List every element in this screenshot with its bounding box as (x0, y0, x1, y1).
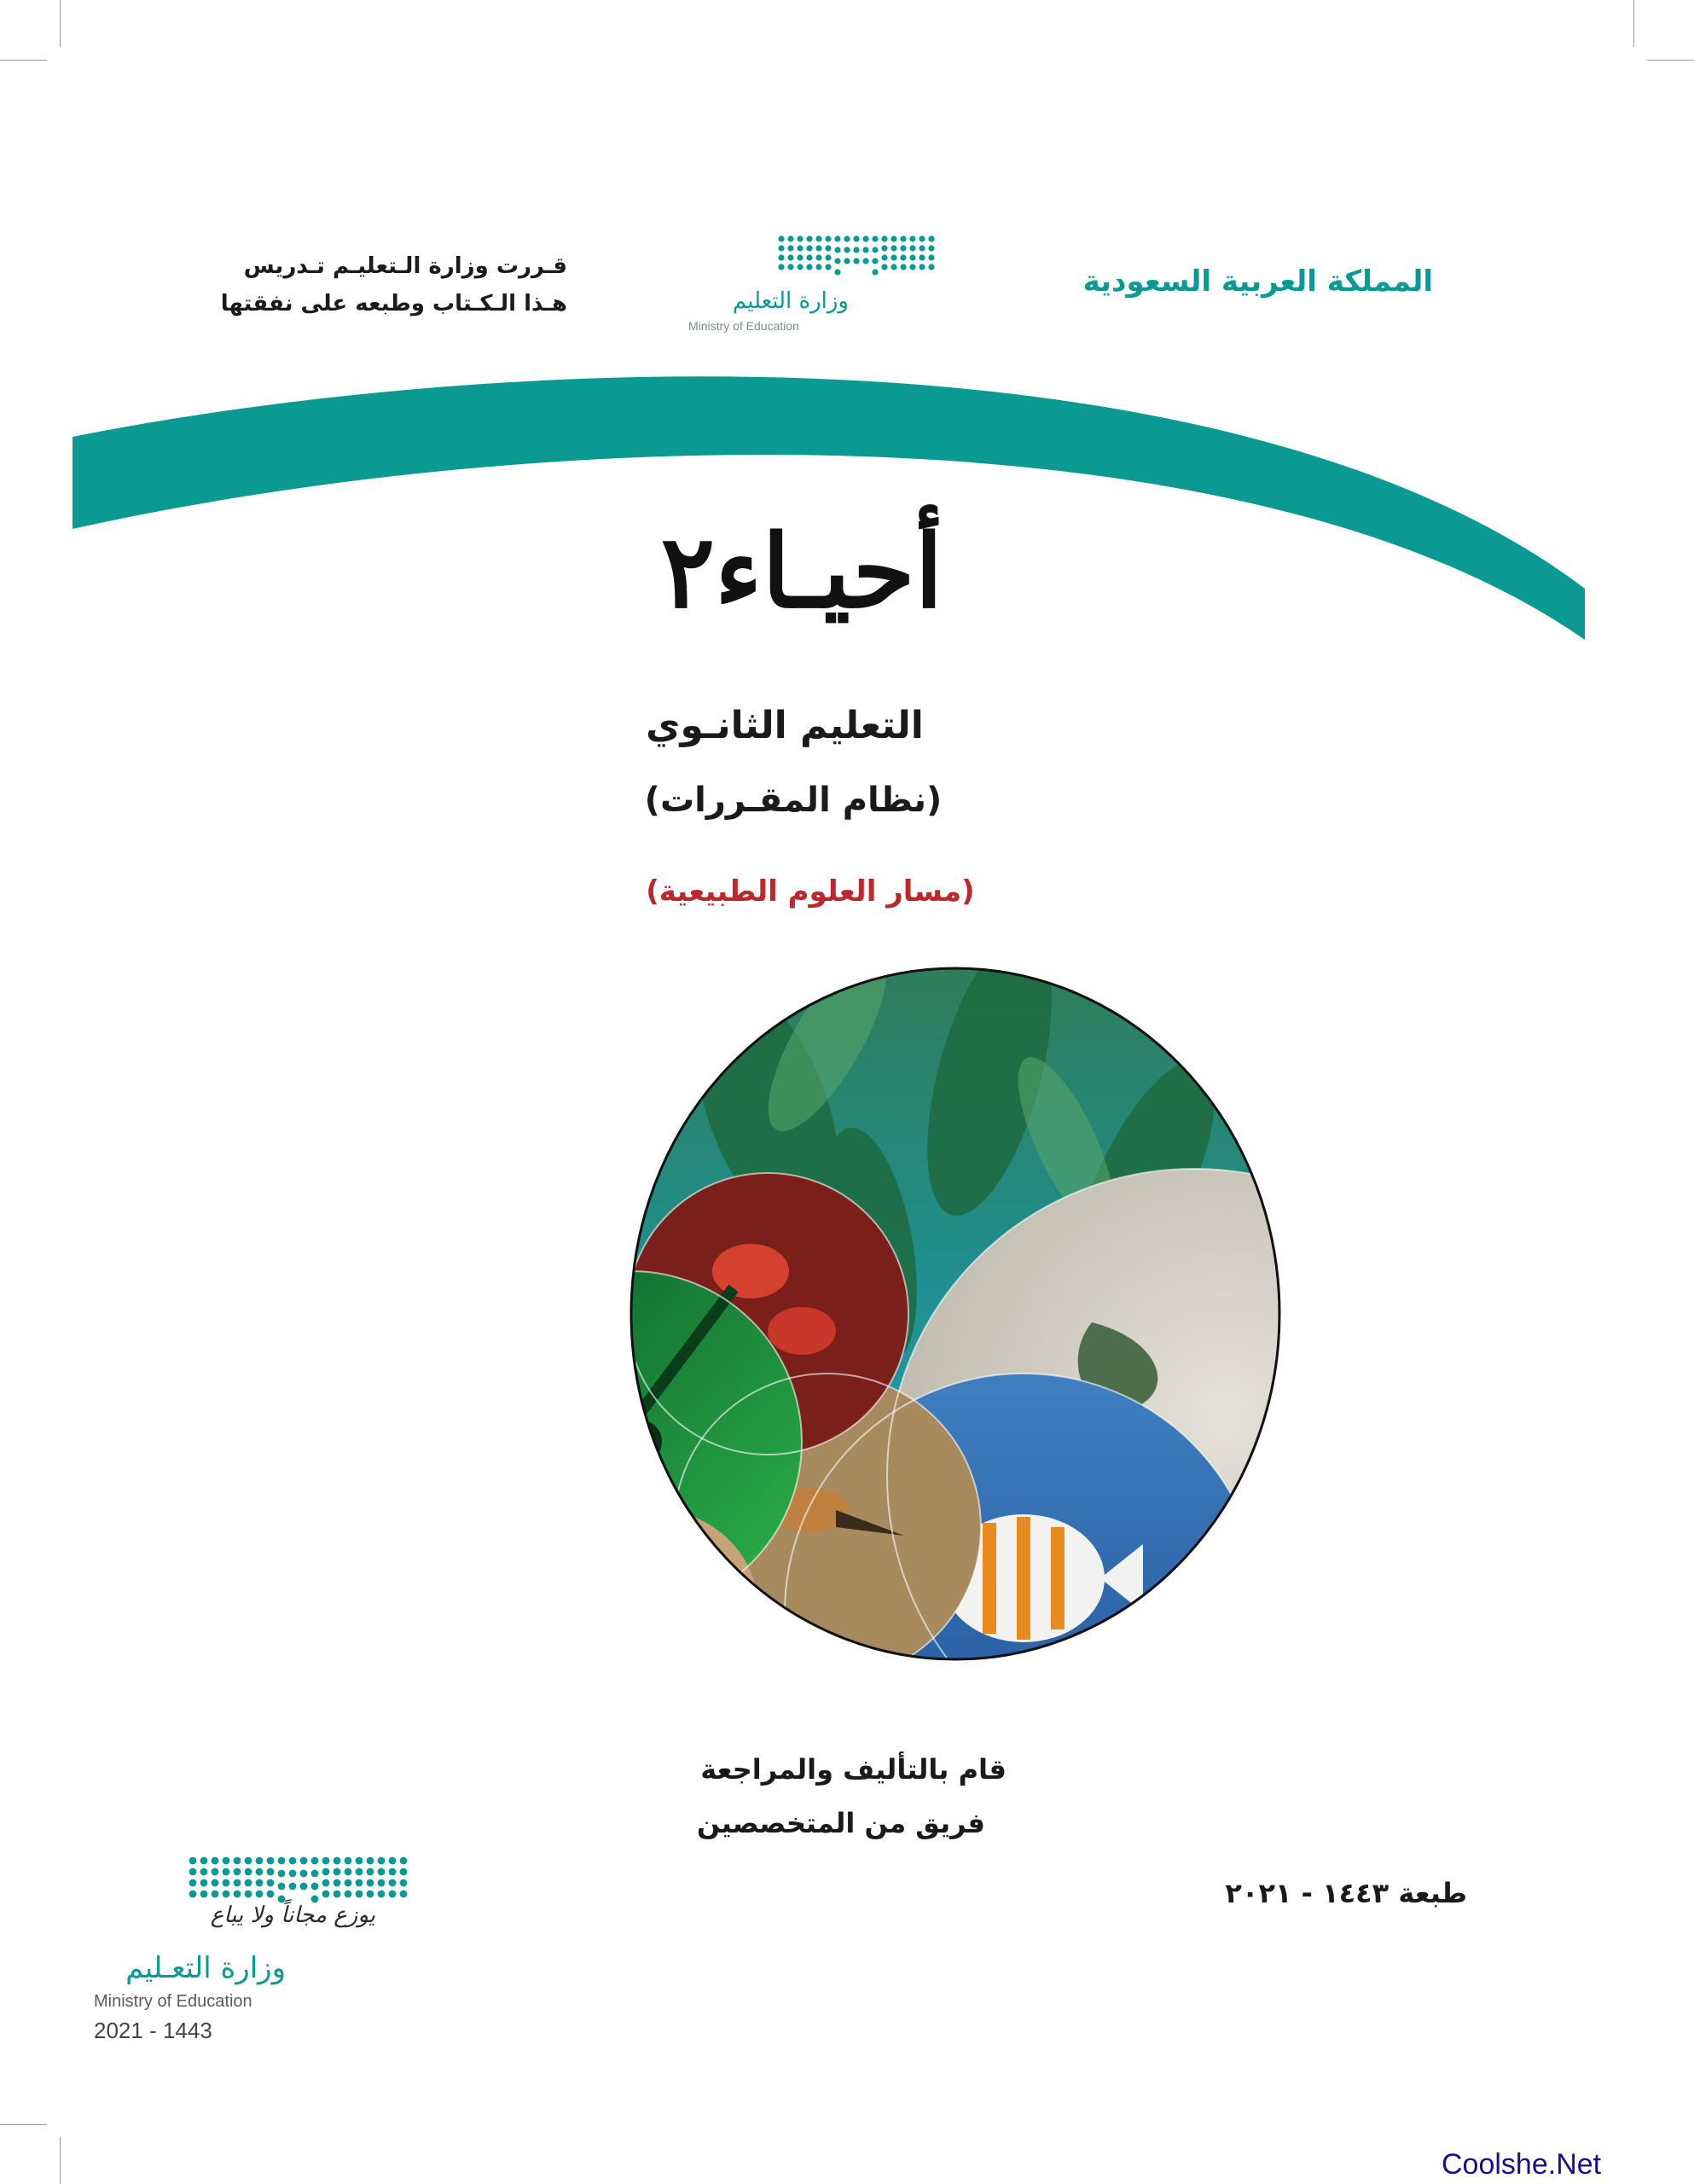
logo-dot (400, 1891, 408, 1898)
logo-dot (334, 1868, 341, 1876)
logo-dot (289, 1883, 297, 1891)
logo-dot (815, 254, 821, 260)
logo-dot (825, 245, 831, 251)
study-track: (مسار العلوم الطبيعية) (646, 874, 975, 909)
logo-dot (928, 254, 934, 260)
logo-dot (345, 1868, 352, 1876)
logo-dot (289, 1870, 297, 1878)
logo-dot (891, 264, 896, 270)
logo-dot (834, 269, 840, 275)
ministry-logo-arabic: وزارة التعليم (732, 288, 849, 314)
logo-dot (900, 254, 906, 260)
ministry-logo-arabic: وزارة التعـليم (125, 1951, 286, 1985)
logo-dot (245, 1891, 252, 1898)
logo-dot (853, 258, 859, 264)
logo-dot (797, 235, 803, 241)
logo-dot (815, 245, 821, 251)
logo-dot (256, 1857, 264, 1865)
logo-dot (400, 1868, 408, 1876)
logo-dot (289, 1857, 297, 1865)
logo-dot (322, 1868, 330, 1876)
book-title: أحيـاء٢ (660, 512, 943, 630)
logo-dot (256, 1891, 264, 1898)
logo-dot (311, 1870, 319, 1878)
authorship-line: قام بالتأليف والمراجعة (700, 1753, 1007, 1786)
logo-dot (389, 1879, 397, 1887)
logo-dot (778, 264, 784, 270)
crop-mark (60, 0, 61, 47)
logo-dot (267, 1857, 275, 1865)
logo-dot (815, 235, 821, 241)
logo-dot (862, 258, 868, 264)
logo-dot (909, 245, 915, 251)
logo-dot (367, 1891, 374, 1898)
ministry-dots-icon (776, 234, 947, 285)
logo-dot (223, 1868, 230, 1876)
logo-dot (909, 264, 915, 270)
ministry-logo-bottom (85, 1856, 392, 2052)
logo-dot (844, 235, 850, 241)
logo-dot (787, 245, 793, 251)
logo-dot (245, 1879, 252, 1887)
logo-dot (245, 1857, 252, 1865)
logo-dot (200, 1879, 208, 1887)
logo-dot (806, 245, 812, 251)
edition-year: طبعة ١٤٤٣ - ٢٠٢١ (1225, 1877, 1467, 1909)
logo-dot (797, 245, 803, 251)
logo-dot (256, 1868, 264, 1876)
logo-dot (311, 1883, 319, 1891)
logo-dot (891, 235, 896, 241)
crop-mark (1647, 60, 1694, 61)
logo-dot (778, 245, 784, 251)
logo-dot (300, 1857, 308, 1865)
logo-dot (389, 1891, 397, 1898)
logo-dot (267, 1879, 275, 1887)
logo-dot (267, 1868, 275, 1876)
logo-dot (862, 235, 868, 241)
logo-dot (189, 1891, 197, 1898)
logo-dot (834, 235, 840, 241)
logo-dot (862, 247, 868, 253)
logo-dot (853, 235, 859, 241)
logo-dot (378, 1857, 386, 1865)
logo-dot (797, 264, 803, 270)
logo-dot (334, 1857, 341, 1865)
logo-dot (900, 245, 906, 251)
logo-dot (212, 1879, 219, 1887)
logo-dot (872, 247, 878, 253)
logo-dot (223, 1879, 230, 1887)
logo-dot (367, 1857, 374, 1865)
logo-dot (278, 1857, 286, 1865)
logo-dot (797, 254, 803, 260)
free-distribution-slogan: يوزع مجاناً ولا يباع (210, 1902, 375, 1928)
logo-dot (367, 1868, 374, 1876)
logo-dot (300, 1870, 308, 1878)
logo-dot (909, 235, 915, 241)
logo-dot (367, 1879, 374, 1887)
decree-line: هـذا الـكـتاب وطبعه على نفقتها (220, 291, 567, 317)
logo-dot (928, 264, 934, 270)
logo-dot (881, 264, 887, 270)
logo-dot (322, 1891, 330, 1898)
logo-dot (844, 258, 850, 264)
logo-dot (189, 1868, 197, 1876)
logo-dot (891, 245, 896, 251)
logo-dot (815, 264, 821, 270)
logo-dot (919, 235, 925, 241)
logo-dot (844, 247, 850, 253)
logo-dot (356, 1857, 363, 1865)
logo-dot (345, 1891, 352, 1898)
logo-dot (245, 1868, 252, 1876)
ministry-logo (678, 230, 951, 341)
course-system: (نظام المقـررات) (644, 781, 943, 820)
logo-dot (834, 247, 840, 253)
logo-dot (787, 254, 793, 260)
logo-dot (378, 1879, 386, 1887)
logo-dot (356, 1891, 363, 1898)
logo-dot (300, 1883, 308, 1891)
logo-dot (389, 1857, 397, 1865)
logo-dot (853, 247, 859, 253)
decree-text (196, 247, 567, 322)
logo-dot (212, 1891, 219, 1898)
logo-dot (189, 1879, 197, 1887)
logo-dot (900, 264, 906, 270)
logo-dot (787, 264, 793, 270)
logo-dot (345, 1879, 352, 1887)
logo-dot (787, 235, 793, 241)
logo-dot (356, 1879, 363, 1887)
logo-dot (825, 264, 831, 270)
logo-dot (881, 245, 887, 251)
logo-year: 2021 - 1443 (94, 2018, 212, 2043)
logo-dot (834, 258, 840, 264)
ministry-logo-english: Ministry of Education (688, 319, 799, 333)
logo-dot (900, 235, 906, 241)
logo-dot (806, 254, 812, 260)
logo-dot (311, 1857, 319, 1865)
logo-dot (234, 1879, 241, 1887)
logo-dot (825, 235, 831, 241)
logo-dot (200, 1891, 208, 1898)
logo-dot (919, 264, 925, 270)
logo-dot (334, 1879, 341, 1887)
decree-line: قـررت وزارة الـتعليـم تـدريس (243, 253, 567, 279)
site-watermark: Coolshe.Net (1442, 2148, 1602, 2181)
logo-dot (234, 1868, 241, 1876)
crop-mark (0, 60, 47, 61)
logo-dot (881, 254, 887, 260)
logo-dot (189, 1857, 197, 1865)
logo-dot (378, 1891, 386, 1898)
logo-dot (872, 269, 878, 275)
logo-dot (806, 264, 812, 270)
logo-dot (400, 1857, 408, 1865)
logo-dot (806, 235, 812, 241)
logo-dot (200, 1857, 208, 1865)
education-level: التعليم الثانـوي (646, 704, 924, 747)
logo-dot (356, 1868, 363, 1876)
logo-dot (322, 1857, 330, 1865)
logo-dot (212, 1868, 219, 1876)
logo-dot (234, 1857, 241, 1865)
logo-dot (278, 1883, 286, 1891)
logo-dot (223, 1891, 230, 1898)
logo-dot (928, 235, 934, 241)
logo-dot (378, 1868, 386, 1876)
kingdom-name: المملكة العربية السعودية (1082, 264, 1433, 299)
logo-dot (919, 254, 925, 260)
ministry-dots-icon (188, 1856, 426, 1907)
logo-dot (334, 1891, 341, 1898)
logo-dot (223, 1857, 230, 1865)
logo-dot (872, 258, 878, 264)
logo-dot (234, 1891, 241, 1898)
logo-dot (881, 235, 887, 241)
ministry-logo-english: Ministry of Education (94, 1992, 252, 2011)
logo-dot (389, 1868, 397, 1876)
logo-dot (345, 1857, 352, 1865)
logo-dot (267, 1891, 275, 1898)
logo-dot (278, 1870, 286, 1878)
logo-dot (919, 245, 925, 251)
logo-dot (928, 245, 934, 251)
authorship-team: فريق من المتخصصين (696, 1807, 985, 1839)
crop-mark (60, 2137, 61, 2184)
crop-mark (1633, 0, 1634, 47)
logo-dot (891, 254, 896, 260)
nature-collage-icon (546, 964, 1365, 1664)
logo-dot (872, 235, 878, 241)
logo-dot (825, 254, 831, 260)
logo-dot (256, 1879, 264, 1887)
logo-dot (400, 1879, 408, 1887)
logo-dot (909, 254, 915, 260)
crop-mark (0, 2124, 47, 2125)
logo-dot (778, 254, 784, 260)
logo-dot (322, 1879, 330, 1887)
logo-dot (778, 235, 784, 241)
logo-dot (200, 1868, 208, 1876)
logo-dot (212, 1857, 219, 1865)
